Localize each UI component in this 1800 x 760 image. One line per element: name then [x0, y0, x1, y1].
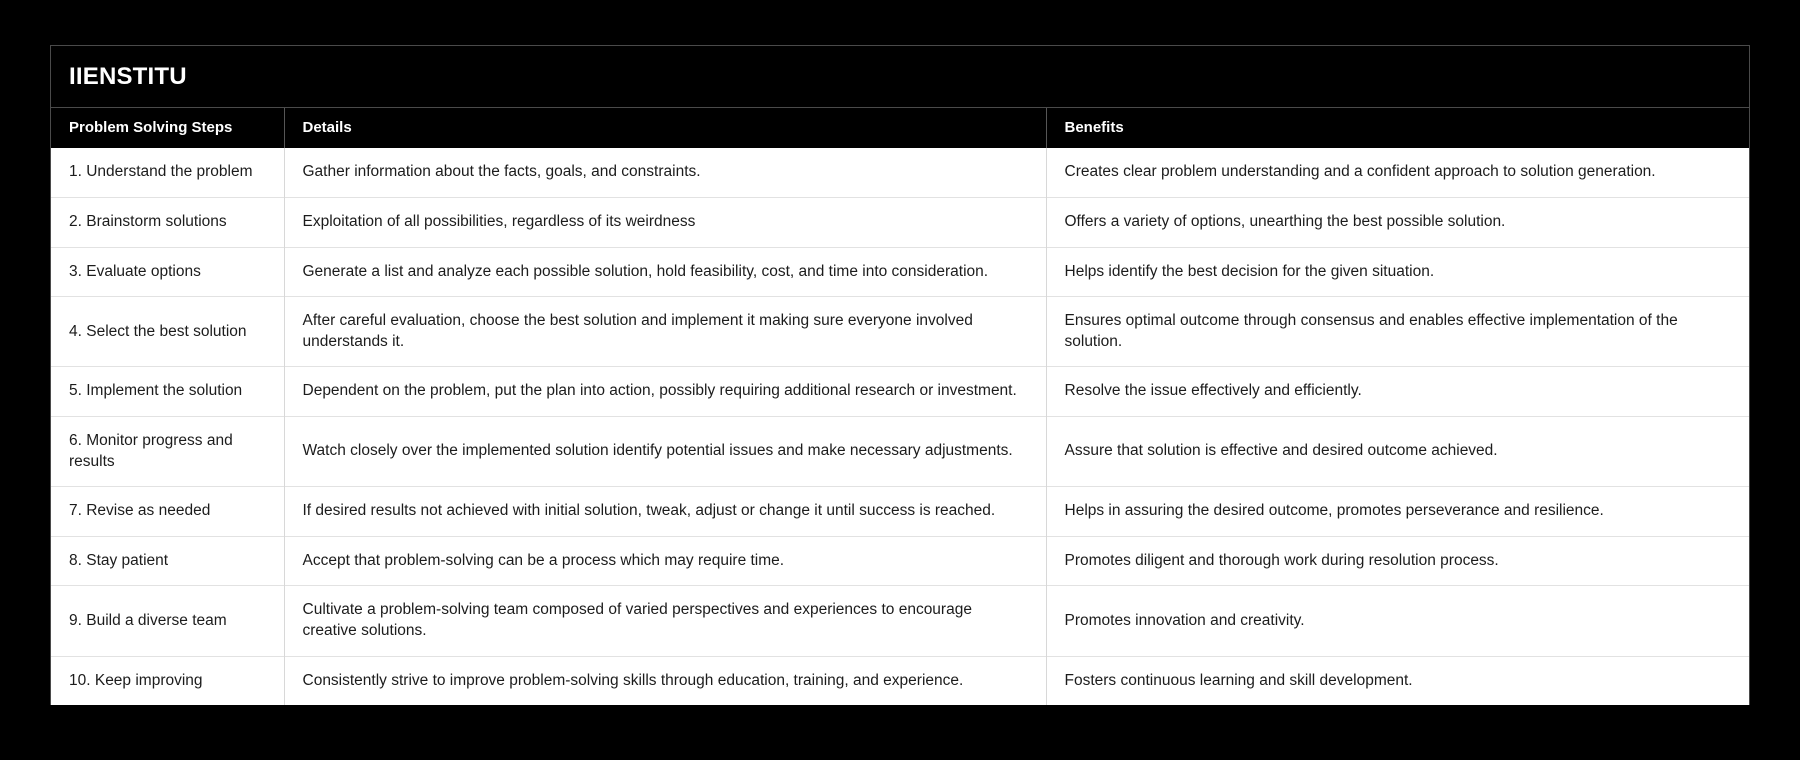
- table-row: [51, 417, 1749, 487]
- table-row: [51, 656, 1749, 705]
- cell-details: Exploitation of all possibilities, regardless of its weirdness: [284, 198, 1046, 248]
- cell-step: 9. Build a diverse team: [51, 586, 284, 656]
- table-row: [51, 247, 1749, 297]
- table-row: [51, 586, 1749, 656]
- column-header-details: Details: [284, 108, 1046, 148]
- cell-benefits: Resolve the issue effectively and efficiently.: [1046, 367, 1749, 417]
- cell-benefits: Ensures optimal outcome through consensus and enables effective implementation of the solution.: [1046, 297, 1749, 367]
- table-row: [51, 198, 1749, 248]
- table-body: [51, 148, 1749, 705]
- cell-details: Consistently strive to improve problem-solving skills through education, training, and experience.: [284, 656, 1046, 705]
- brand-header: [51, 46, 1749, 108]
- cell-details: Accept that problem-solving can be a process which may require time.: [284, 536, 1046, 586]
- cell-step: 5. Implement the solution: [51, 367, 284, 417]
- table-row: [51, 367, 1749, 417]
- column-header-steps: Problem Solving Steps: [51, 108, 284, 148]
- column-header-benefits: Benefits: [1046, 108, 1749, 148]
- cell-step: 6. Monitor progress and results: [51, 417, 284, 487]
- table-row: [51, 536, 1749, 586]
- cell-step: 3. Evaluate options: [51, 247, 284, 297]
- cell-benefits: Assure that solution is effective and desired outcome achieved.: [1046, 417, 1749, 487]
- cell-benefits: Offers a variety of options, unearthing the best possible solution.: [1046, 198, 1749, 248]
- cell-details: Cultivate a problem-solving team composed of varied perspectives and experiences to encourage creative solutions.: [284, 586, 1046, 656]
- cell-benefits: Promotes diligent and thorough work during resolution process.: [1046, 536, 1749, 586]
- cell-step: 4. Select the best solution: [51, 297, 284, 367]
- table-header: [51, 108, 1749, 148]
- cell-benefits: Helps identify the best decision for the given situation.: [1046, 247, 1749, 297]
- cell-details: Dependent on the problem, put the plan into action, possibly requiring additional research or investment.: [284, 367, 1046, 417]
- brand-title: IIENSTITU: [69, 63, 187, 90]
- table-row: [51, 297, 1749, 367]
- cell-details: Watch closely over the implemented solution identify potential issues and make necessary adjustments.: [284, 417, 1046, 487]
- table-row: [51, 487, 1749, 537]
- cell-details: If desired results not achieved with initial solution, tweak, adjust or change it until success is reached.: [284, 487, 1046, 537]
- table-header-row: [51, 108, 1749, 148]
- cell-benefits: Fosters continuous learning and skill development.: [1046, 656, 1749, 705]
- cell-step: 10. Keep improving: [51, 656, 284, 705]
- cell-details: After careful evaluation, choose the best solution and implement it making sure everyone involved understands it.: [284, 297, 1046, 367]
- cell-benefits: Promotes innovation and creativity.: [1046, 586, 1749, 656]
- cell-step: 1. Understand the problem: [51, 148, 284, 197]
- cell-benefits: Creates clear problem understanding and a confident approach to solution generation.: [1046, 148, 1749, 197]
- cell-step: 2. Brainstorm solutions: [51, 198, 284, 248]
- cell-details: Generate a list and analyze each possible solution, hold feasibility, cost, and time into consideration.: [284, 247, 1046, 297]
- cell-benefits: Helps in assuring the desired outcome, promotes perseverance and resilience.: [1046, 487, 1749, 537]
- problem-solving-table: [51, 108, 1749, 705]
- problem-solving-table-card: [50, 45, 1750, 705]
- table-row: [51, 148, 1749, 197]
- cell-step: 7. Revise as needed: [51, 487, 284, 537]
- cell-step: 8. Stay patient: [51, 536, 284, 586]
- cell-details: Gather information about the facts, goals, and constraints.: [284, 148, 1046, 197]
